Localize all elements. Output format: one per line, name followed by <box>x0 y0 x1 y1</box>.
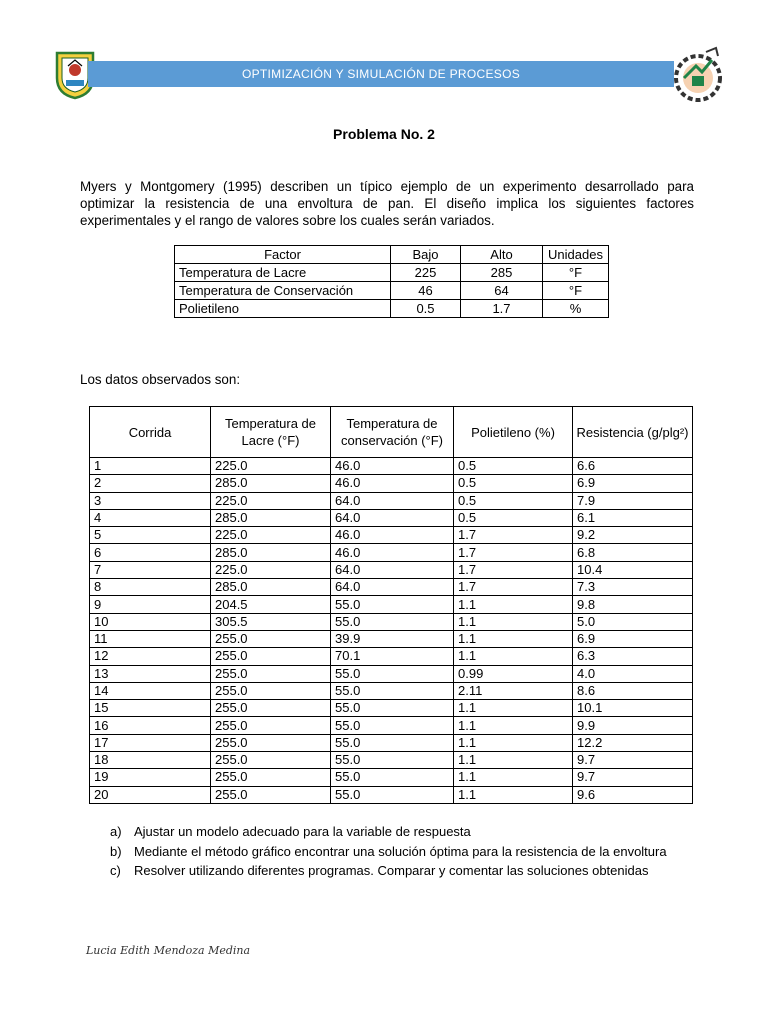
header-title: OPTIMIZACIÓN Y SIMULACIÓN DE PROCESOS <box>241 67 521 81</box>
table-cell: 1.1 <box>454 630 573 647</box>
factor-row <box>175 264 609 282</box>
data-header-cell: Temperatura de conservación (°F) <box>331 407 454 458</box>
factor-unit: % <box>543 300 609 318</box>
table-cell: 285.0 <box>211 579 331 596</box>
factor-header-cell: Alto <box>461 246 543 264</box>
question-label: c) <box>110 863 121 878</box>
table-cell: 0.5 <box>454 458 573 475</box>
table-cell: 2.11 <box>454 682 573 699</box>
question-label: a) <box>110 824 122 839</box>
table-row <box>90 734 693 751</box>
table-cell: 15 <box>90 700 211 717</box>
table-cell: 7.3 <box>573 579 693 596</box>
question-item <box>110 861 667 881</box>
factor-name: Polietileno <box>175 300 391 318</box>
table-cell: 1.1 <box>454 717 573 734</box>
table-cell: 7.9 <box>573 492 693 509</box>
table-cell: 255.0 <box>211 700 331 717</box>
table-cell: 305.5 <box>211 613 331 630</box>
table-cell: 4 <box>90 509 211 526</box>
table-cell: 6 <box>90 544 211 561</box>
table-cell: 255.0 <box>211 752 331 769</box>
table-cell: 46.0 <box>331 475 454 492</box>
table-row <box>90 613 693 630</box>
table-row <box>90 769 693 786</box>
table-cell: 6.3 <box>573 648 693 665</box>
table-cell: 2 <box>90 475 211 492</box>
factor-table-header <box>175 246 609 264</box>
table-cell: 1.1 <box>454 734 573 751</box>
table-row <box>90 527 693 544</box>
table-row <box>90 665 693 682</box>
table-cell: 204.5 <box>211 596 331 613</box>
observed-data-label: Los datos observados son: <box>80 372 241 387</box>
table-cell: 225.0 <box>211 458 331 475</box>
table-cell: 19 <box>90 769 211 786</box>
table-row <box>90 509 693 526</box>
table-row <box>90 752 693 769</box>
table-cell: 9.7 <box>573 752 693 769</box>
table-cell: 46.0 <box>331 544 454 561</box>
table-cell: 14 <box>90 682 211 699</box>
question-text: Resolver utilizando diferentes programas. Comparar y comentar las soluciones obtenidas <box>134 863 649 878</box>
table-cell: 10.1 <box>573 700 693 717</box>
factor-name: Temperatura de Lacre <box>175 264 391 282</box>
factor-header-cell: Unidades <box>543 246 609 264</box>
table-cell: 55.0 <box>331 752 454 769</box>
table-cell: 13 <box>90 665 211 682</box>
factor-row <box>175 300 609 318</box>
question-item <box>110 822 667 842</box>
table-cell: 285.0 <box>211 509 331 526</box>
data-table-body <box>90 458 693 804</box>
factor-high: 64 <box>461 282 543 300</box>
table-cell: 1.7 <box>454 544 573 561</box>
table-cell: 6.6 <box>573 458 693 475</box>
table-row <box>90 544 693 561</box>
table-cell: 70.1 <box>331 648 454 665</box>
table-cell: 1 <box>90 458 211 475</box>
table-cell: 12 <box>90 648 211 665</box>
table-cell: 1.7 <box>454 561 573 578</box>
factor-table <box>174 245 609 318</box>
table-cell: 9.2 <box>573 527 693 544</box>
table-cell: 1.1 <box>454 700 573 717</box>
table-cell: 55.0 <box>331 613 454 630</box>
table-row <box>90 648 693 665</box>
table-cell: 8 <box>90 579 211 596</box>
table-cell: 55.0 <box>331 734 454 751</box>
table-row <box>90 458 693 475</box>
table-cell: 6.9 <box>573 475 693 492</box>
data-header-cell: Resistencia (g/plg²) <box>573 407 693 458</box>
table-cell: 6.1 <box>573 509 693 526</box>
header-banner <box>88 61 674 87</box>
table-cell: 55.0 <box>331 596 454 613</box>
table-cell: 8.6 <box>573 682 693 699</box>
table-cell: 5 <box>90 527 211 544</box>
table-cell: 9.9 <box>573 717 693 734</box>
table-cell: 1.7 <box>454 527 573 544</box>
faculty-logo <box>672 46 724 106</box>
table-cell: 16 <box>90 717 211 734</box>
table-row <box>90 682 693 699</box>
table-row <box>90 561 693 578</box>
table-cell: 20 <box>90 786 211 803</box>
factor-high: 285 <box>461 264 543 282</box>
factor-header-cell: Bajo <box>391 246 461 264</box>
table-cell: 0.5 <box>454 492 573 509</box>
question-label: b) <box>110 843 122 859</box>
table-cell: 55.0 <box>331 717 454 734</box>
table-cell: 255.0 <box>211 665 331 682</box>
question-text: Ajustar un modelo adecuado para la variable de respuesta <box>134 824 471 839</box>
table-row <box>90 475 693 492</box>
factor-low: 0.5 <box>391 300 461 318</box>
table-cell: 285.0 <box>211 544 331 561</box>
table-cell: 9.6 <box>573 786 693 803</box>
table-cell: 0.99 <box>454 665 573 682</box>
table-cell: 0.5 <box>454 475 573 492</box>
table-cell: 6.8 <box>573 544 693 561</box>
table-cell: 55.0 <box>331 682 454 699</box>
table-cell: 0.5 <box>454 509 573 526</box>
table-cell: 255.0 <box>211 648 331 665</box>
factor-row <box>175 282 609 300</box>
table-cell: 10 <box>90 613 211 630</box>
table-row <box>90 717 693 734</box>
table-cell: 255.0 <box>211 734 331 751</box>
table-row <box>90 596 693 613</box>
table-cell: 46.0 <box>331 458 454 475</box>
table-cell: 9 <box>90 596 211 613</box>
factor-high: 1.7 <box>461 300 543 318</box>
table-cell: 5.0 <box>573 613 693 630</box>
data-header-cell: Temperatura de Lacre (°F) <box>211 407 331 458</box>
author-signature: Lucia Edith Mendoza Medina <box>86 944 251 957</box>
table-cell: 18 <box>90 752 211 769</box>
table-cell: 1.1 <box>454 613 573 630</box>
intro-paragraph: Myers y Montgomery (1995) describen un típico ejemplo de un experimento desarrollado para optimizar la resistencia de una envoltura de pan. El diseño implica los siguientes factores experimentales y el rango de valores sobre los cuales serán variados. <box>80 179 694 228</box>
table-cell: 55.0 <box>331 786 454 803</box>
data-table-header <box>90 407 693 458</box>
table-row <box>90 630 693 647</box>
table-cell: 64.0 <box>331 492 454 509</box>
table-cell: 225.0 <box>211 492 331 509</box>
factor-header-cell: Factor <box>175 246 391 264</box>
table-cell: 255.0 <box>211 630 331 647</box>
table-cell: 10.4 <box>573 561 693 578</box>
table-cell: 6.9 <box>573 630 693 647</box>
table-cell: 55.0 <box>331 700 454 717</box>
table-row <box>90 579 693 596</box>
table-cell: 64.0 <box>331 561 454 578</box>
table-row <box>90 700 693 717</box>
table-cell: 285.0 <box>211 475 331 492</box>
table-row <box>90 786 693 803</box>
factor-unit: °F <box>543 264 609 282</box>
table-cell: 64.0 <box>331 579 454 596</box>
question-text: Mediante el método gráfico encontrar una solución óptima para la resistencia de la envoltura <box>134 843 667 859</box>
table-cell: 255.0 <box>211 682 331 699</box>
table-row <box>90 492 693 509</box>
question-item <box>110 842 667 862</box>
table-cell: 55.0 <box>331 665 454 682</box>
table-cell: 11 <box>90 630 211 647</box>
table-cell: 1.7 <box>454 579 573 596</box>
table-cell: 225.0 <box>211 561 331 578</box>
factor-name: Temperatura de Conservación <box>175 282 391 300</box>
table-cell: 1.1 <box>454 596 573 613</box>
table-cell: 255.0 <box>211 786 331 803</box>
factor-unit: °F <box>543 282 609 300</box>
data-header-cell: Corrida <box>90 407 211 458</box>
table-cell: 7 <box>90 561 211 578</box>
table-cell: 255.0 <box>211 769 331 786</box>
table-cell: 1.1 <box>454 752 573 769</box>
table-cell: 12.2 <box>573 734 693 751</box>
table-cell: 64.0 <box>331 509 454 526</box>
table-cell: 9.7 <box>573 769 693 786</box>
observed-data-table <box>89 406 693 804</box>
table-cell: 3 <box>90 492 211 509</box>
table-cell: 39.9 <box>331 630 454 647</box>
page-title: Problema No. 2 <box>333 126 435 142</box>
question-list <box>110 822 667 881</box>
table-cell: 9.8 <box>573 596 693 613</box>
table-cell: 255.0 <box>211 717 331 734</box>
table-cell: 4.0 <box>573 665 693 682</box>
table-cell: 55.0 <box>331 769 454 786</box>
factor-low: 46 <box>391 282 461 300</box>
table-cell: 1.1 <box>454 786 573 803</box>
table-cell: 225.0 <box>211 527 331 544</box>
table-cell: 1.1 <box>454 769 573 786</box>
table-cell: 17 <box>90 734 211 751</box>
data-header-cell: Polietileno (%) <box>454 407 573 458</box>
table-cell: 46.0 <box>331 527 454 544</box>
table-cell: 1.1 <box>454 648 573 665</box>
factor-low: 225 <box>391 264 461 282</box>
